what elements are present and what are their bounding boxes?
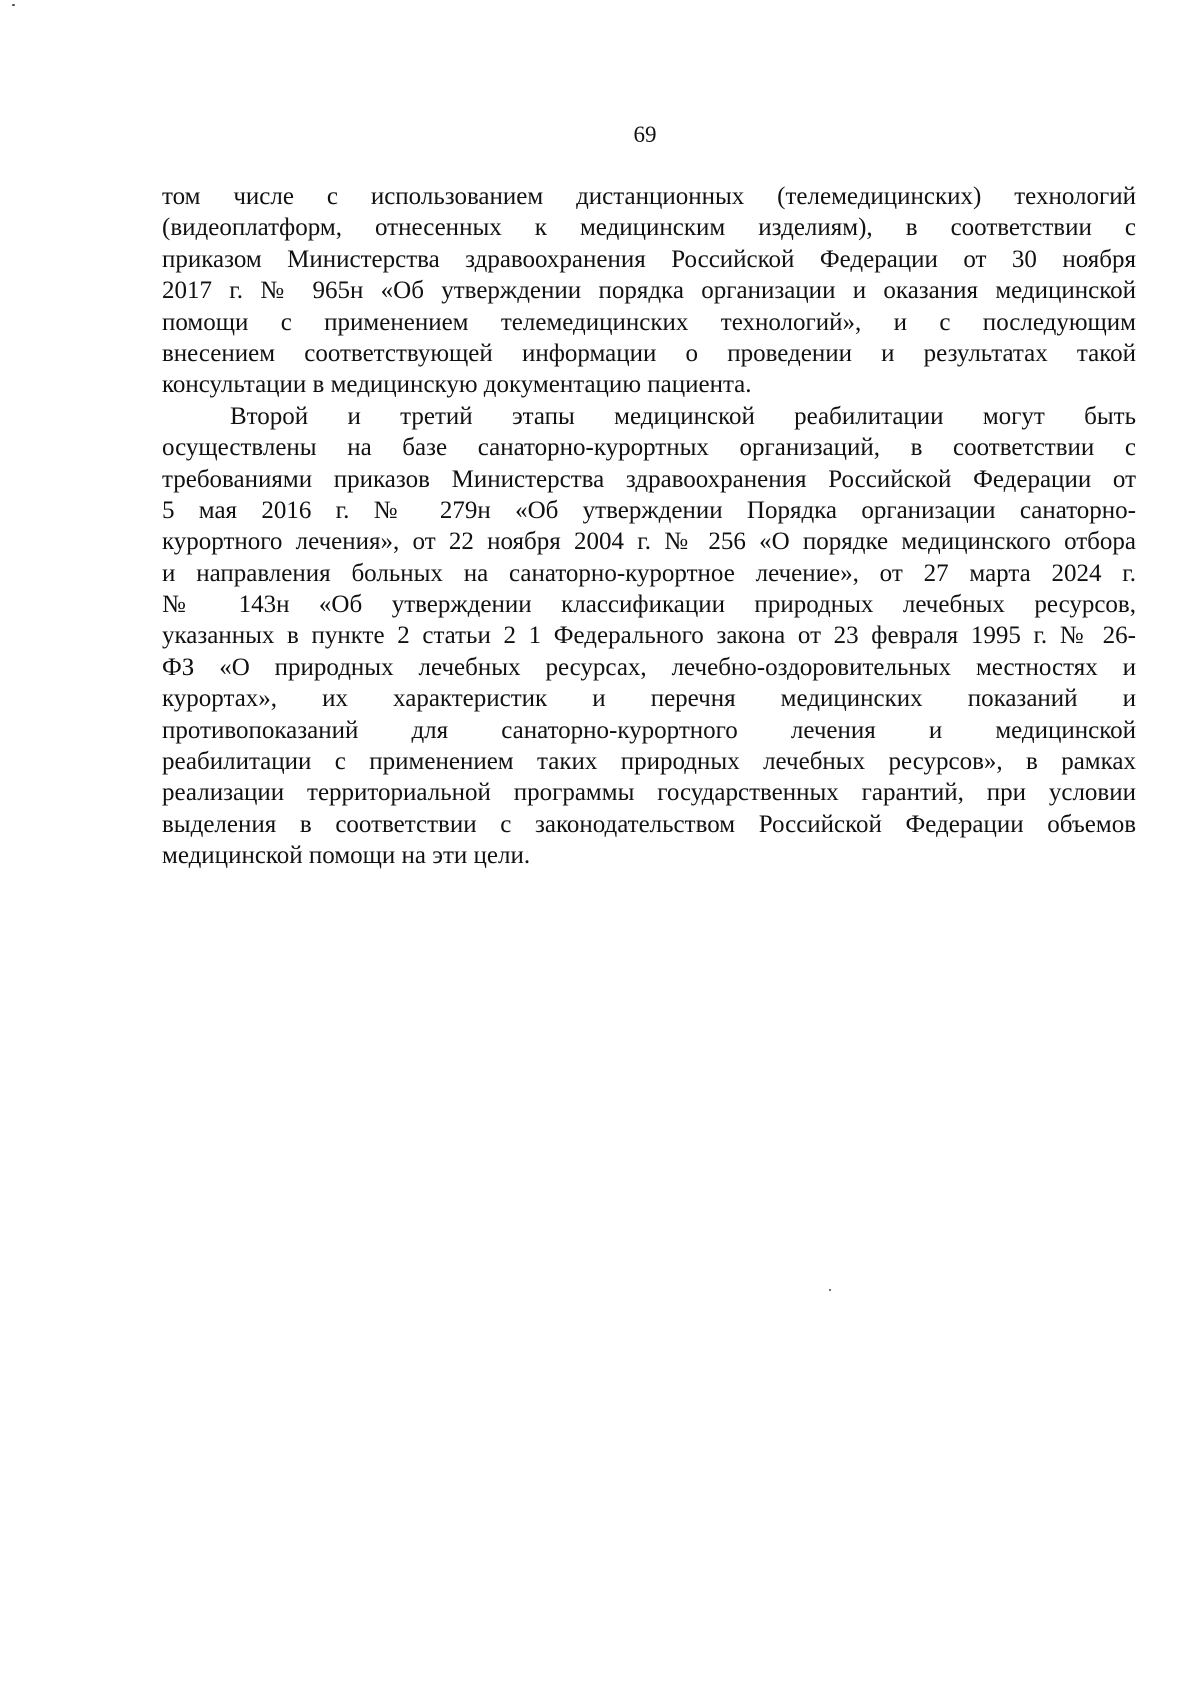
scan-speck [829,1289,831,1291]
text-line: ФЗ «О природных лечебных ресурсах, лечебно-оздоровительных местностях и [162,653,1136,681]
scan-speck [12,4,15,6]
text-line: реабилитации с применением таких природных лечебных ресурсов», в рамках [162,748,1136,776]
text-line: консультации в медицинскую документацию пациента. [162,371,752,399]
text-line: реализации территориальной программы государственных гарантий, при условии [162,779,1136,807]
paragraph-1 [162,181,1136,401]
text-line: внесением соответствующей информации о проведении и результатах такой [162,339,1136,367]
text-line: 2017 г. № 965н «Об утверждении порядка организации и оказания медицинской [162,277,1136,305]
text-line: выделения в соответствии с законодательством Российской Федерации объемов [162,810,1136,838]
page-number: 69 [633,122,657,147]
text-line: (видеоплатформ, отнесенных к медицинским изделиям), в соответствии с [162,214,1136,242]
text-line: и направления больных на санаторно-курортное лечение», от 27 марта 2024 г. [162,559,1136,587]
body-text [162,181,1136,872]
text-line: Второй и третий этапы медицинской реабилитации могут быть [230,402,1136,430]
paragraph-2 [162,401,1136,872]
text-line: осуществлены на базе санаторно-курортных организаций, в соответствии с [162,434,1136,462]
text-line: том числе с использованием дистанционных (телемедицинских) технологий [162,183,1136,210]
text-line: указанных в пункте 2 статьи 2 1 Федерального закона от 23 февраля 1995 г. № 26- [162,622,1136,650]
text-line: приказом Министерства здравоохранения Российской Федерации от 30 ноября [162,245,1136,273]
text-line: помощи с применением телемедицинских технологий», и с последующим [162,308,1136,336]
text-line: курортного лечения», от 22 ноября 2004 г. № 256 «О порядке медицинского отбора [162,528,1136,556]
text-line: № 143н «Об утверждении классификации природных лечебных ресурсов, [162,591,1136,619]
text-line: курортах», их характеристик и перечня медицинских показаний и [162,685,1136,713]
text-line: медицинской помощи на эти цели. [162,842,531,870]
text-line: 5 мая 2016 г. № 279н «Об утверждении Порядка организации санаторно- [162,496,1136,524]
text-line: требованиями приказов Министерства здравоохранения Российской Федерации от [162,465,1136,493]
text-line: противопоказаний для санаторно-курортного лечения и медицинской [162,716,1136,744]
